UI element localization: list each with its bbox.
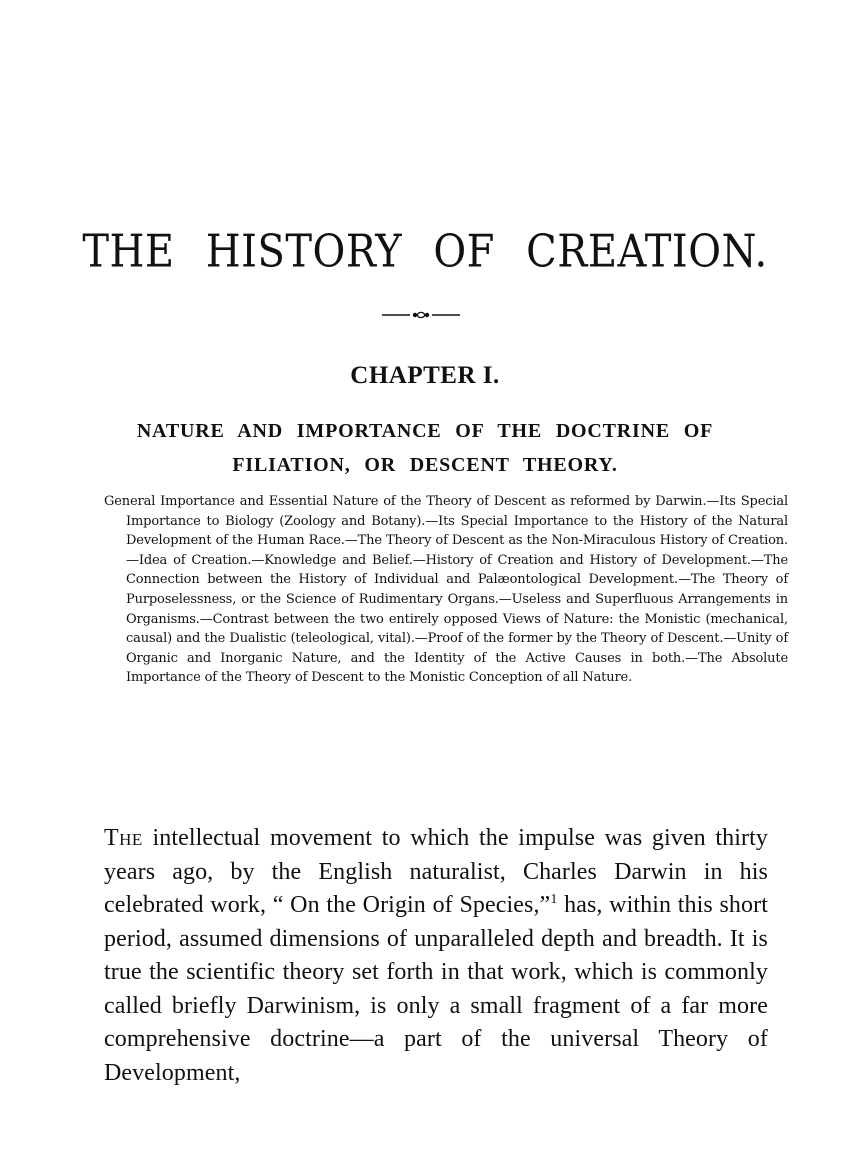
body-text-part-2: has, within this short period, assumed dimensions of unparalleled depth and breadth. It is true the scientific theory set forth in that work, which is commonly called briefly Darwinism, is only a small fragment of a far more comprehensive doctrine—a part of the universal Theory of Development, (104, 892, 768, 1086)
body-text-part-1: intellectual movement to which the impulse was given thirty years ago, by the English naturalist, Charles Darwin in his celebrated work, “ On the Origin of Species,” (104, 825, 768, 918)
book-title: THE HISTORY OF CREATION. (82, 226, 768, 278)
chapter-synopsis: General Importance and Essential Nature of the Theory of Descent as reformed by Darwin.—Its Special Importance to Biology (Zoology and Botany).—Its Special Importance to the History of the Natural Development of the Human Race.—The Theory of Descent as the Non-Miraculous History of Creation.—Idea of Creation.—Knowledge and Belief.—History of Creation and History of Development.—The Connection between the History of Individual and Palæontological Development.—The Theory of Purposelessness, or the Science of Rudimentary Organs.—Useless and Superfluous Arrangements in Organisms.—Contrast between the two entirely opposed Views of Nature: the Monistic (mechanical, causal) and the Dualistic (teleological, vital).—Proof of the former by the Theory of Descent.—Unity of Organic and Inorganic Nature, and the Identity of the Active Causes in both.—The Absolute Importance of the Theory of Descent to the Monistic Conception of all Nature. (104, 494, 788, 686)
ornament-divider (382, 310, 460, 320)
footnote-marker[interactable]: 1 (550, 892, 558, 907)
first-word: The (104, 825, 143, 851)
chapter-title: NATURE AND IMPORTANCE OF THE DOCTRINE OF FILIATION, OR DESCENT THEORY. (136, 420, 714, 476)
chapter-label: CHAPTER I. (350, 362, 500, 389)
body-paragraph (104, 822, 768, 1090)
